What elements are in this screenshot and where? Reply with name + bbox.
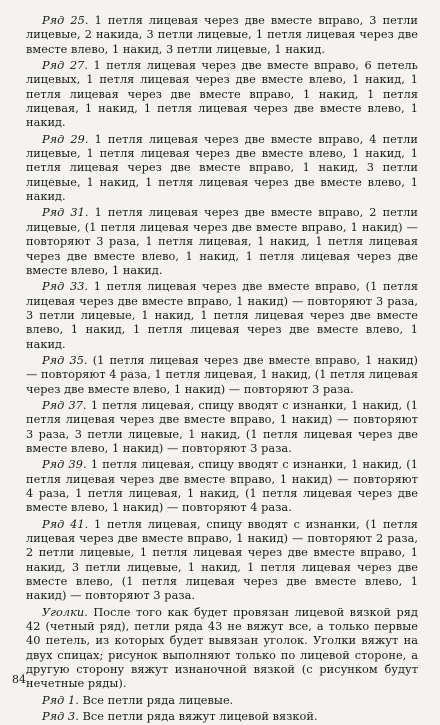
paragraph-text: 1 петля лицевая через две вместе вправо, 4 петли лицевые, 1 петля лицевая через две вместе влево, 1 накид, 1 петля лицевая через две вместе вправо, 1 накид, 3 петли лицевые, 1 накид, 1 петля лицевая через две вместе влево, 1 накид. — [26, 132, 418, 204]
row-label: Ряд 3. — [42, 710, 79, 724]
paragraph-row-39 — [26, 458, 418, 515]
paragraph-text: 1 петля лицевая через две вместе вправо, 2 петли лицевые, (1 петля лицевая через две вместе вправо, 1 накид) — повторяют 3 раза, 1 петля лицевая, 1 накид, 1 петля лицевая через две вместе влево, 1 накид, 1 петля лицевая через две вместе влево, 1 накид. — [26, 206, 418, 277]
paragraph-row-29 — [26, 133, 418, 205]
row-label: Ряд 35. — [42, 353, 88, 367]
paragraph-text: После того как будет провязан лицевой вязкой ряд 42 (четный ряд), петли ряда 43 не вяжут все, а только первые 40 петель, из которых будет вывязан уголок. Уголки вяжут на двух спицах; рисунок выполняют только по лицевой стороне, а другую сторону вяжут изнаночной вязкой (с рисунком будут нечетные ряды). — [26, 605, 418, 691]
row-label: Ряд 39. — [42, 458, 87, 472]
paragraph-text: (1 петля лицевая через две вместе вправо, 1 накид) — повторяют 4 раза, 1 петля лицевая, 1 накид, (1 петля лицевая через две вместе влево, 1 накид) — повторяют 3 раза. — [26, 353, 418, 396]
paragraph-row-41 — [26, 518, 418, 604]
paragraph-text: 1 петля лицевая, спицу вводят с изнанки, 1 накид, (1 петля лицевая через две вместе вправо, 1 накид) — повторяют 3 раза, 3 петли лицевые, 1 накид, (1 петля лицевая через две вместе влево, 1 накид) — повторяют 3 раза. — [26, 398, 418, 455]
paragraph-text: Все петли ряда лицевые. — [82, 693, 234, 707]
paragraph-row-35 — [26, 354, 418, 397]
paragraph-text: 1 петля лицевая через две вместе вправо, 3 петли лицевые, 2 накида, 3 петли лицевые, 1 петля лицевая через две вместе влево, 1 накид, 3 петли лицевые, 1 накид. — [26, 14, 418, 56]
row-label: Ряд 33. — [42, 280, 89, 294]
paragraph-text: 1 петля лицевая через две вместе вправо, 6 петель лицевых, 1 петля лицевая через две вместе влево, 1 накид, 1 петля лицевая через две вместе вправо, 1 накид, 1 петля лицевая, 1 накид, 1 петля лицевая через две вместе влево, 1 накид. — [26, 59, 418, 130]
section-label: Уголки. — [42, 605, 88, 619]
paragraph-text: 1 петля лицевая, спицу вводят с изнанки, 1 накид, (1 петля лицевая через две вместе вправо, 1 накид) — повторяют 4 раза, 1 петля лицевая, 1 накид, (1 петля лицевая через две вместе влево, 1 накид) — повторяют 4 раза. — [26, 458, 418, 515]
row-label: Ряд 29. — [42, 132, 89, 146]
row-label: Ряд 31. — [42, 206, 89, 220]
row-label: Ряд 1. — [42, 693, 79, 707]
row-label: Ряд 27. — [42, 59, 89, 73]
paragraph-corner-row-1 — [26, 694, 418, 708]
row-label: Ряд 25. — [42, 14, 89, 27]
paragraph-row-31 — [26, 206, 418, 278]
paragraph-row-27 — [26, 59, 418, 131]
row-label: Ряд 41. — [42, 517, 89, 531]
paragraph-corners — [26, 606, 418, 692]
paragraph-row-37 — [26, 399, 418, 456]
paragraph-row-33 — [26, 280, 418, 352]
paragraph-text: 1 петля лицевая, спицу вводят с изнанки, (1 петля лицевая через две вместе вправо, 1 накид) — повторяют 2 раза, 2 петли лицевые, 1 петля лицевая через две вместе вправо, 1 накид, 3 петли лицевые, 1 накид, 1 петля лицевая через две вместе влево, (1 петля лицевая через две вместе влево, 1 накид) — повторяют 3 раза. — [26, 517, 418, 603]
paragraph-text: Все петли ряда вяжут лицевой вязкой. — [82, 710, 318, 724]
paragraph-row-25 — [26, 14, 418, 57]
paragraph-corner-row-3 — [26, 710, 418, 724]
page-number: 84 — [12, 673, 26, 686]
paragraph-text: 1 петля лицевая через две вместе вправо, (1 петля лицевая через две вместе вправо, 1 накид) — повторяют 3 раза, 3 петли лицевые, 1 накид, 1 петля лицевая через две вместе влево, 1 накид, 1 петля лицевая через две вместе влево, 1 накид. — [26, 280, 418, 351]
row-label: Ряд 37. — [42, 398, 87, 412]
